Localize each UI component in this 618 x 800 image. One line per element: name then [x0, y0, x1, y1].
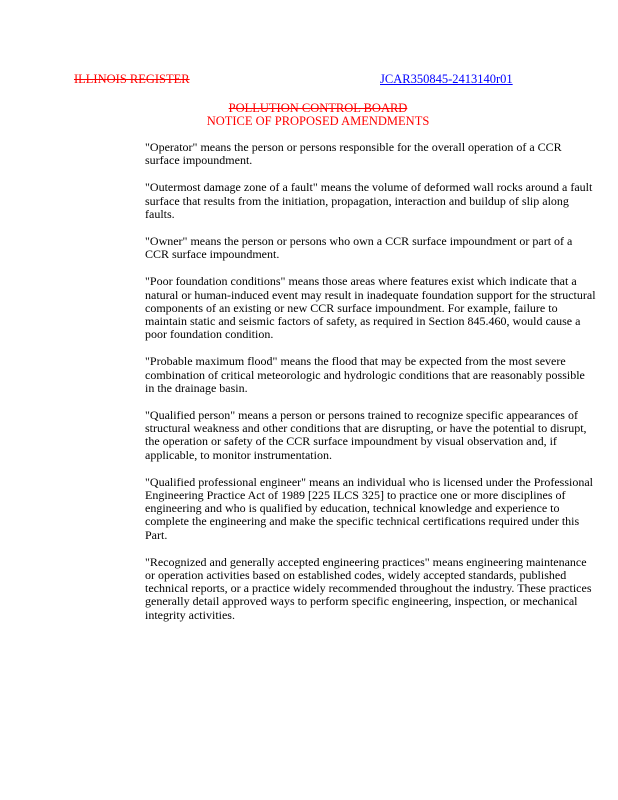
- definition-poor-foundation-conditions: "Poor foundation conditions" means those areas where features exist which indicate that a natural or human-induced event may result in inadequate foundation support for the structural components of an existing or new CCR surface impoundment. For example, failure to maintain static and seismic factors of safety, as required in Section 845.460, would cause a poor foundation condition.: [145, 274, 596, 342]
- notice-title: NOTICE OF PROPOSED AMENDMENTS: [206, 114, 430, 128]
- definition-owner: "Owner" means the person or persons who own a CCR surface impoundment or part of a CCR surface impoundment.: [145, 234, 573, 262]
- definition-probable-maximum-flood: "Probable maximum flood" means the flood that may be expected from the most severe combination of critical meteorologic and hydrologic conditions that are reasonably possible in the drainage basin.: [145, 354, 585, 395]
- document-code-link[interactable]: JCAR350845-2413140r01: [380, 72, 513, 86]
- definition-qualified-person: "Qualified person" means a person or persons trained to recognize specific appearances of structural weakness and other conditions that are disrupting, or have the potential to disrupt, the operation or safety of the CCR surface impoundment by visual observation and, if applicable, to monitor instrumentation.: [145, 408, 587, 462]
- definition-operator: "Operator" means the person or persons responsible for the overall operation of a CCR surface impoundment.: [145, 140, 562, 168]
- board-title: POLLUTION CONTROL BOARD: [228, 101, 408, 115]
- register-header: ILLINOIS REGISTER: [74, 72, 190, 86]
- definition-qualified-professional-engineer: "Qualified professional engineer" means an individual who is licensed under the Professional Engineering Practice Act of 1989 [225 ILCS 325] to practice one or more disciplines of engineering and who is qualified by education, technical knowledge and experience to complete the engineering and make the specific technical certifications required under this Part.: [145, 474, 594, 542]
- definition-outermost-damage-zone: "Outermost damage zone of a fault" means the volume of deformed wall rocks around a fault surface that results from the initiation, propagation, interaction and buildup of slip along faults.: [145, 180, 593, 221]
- definition-recognized-engineering-practices: "Recognized and generally accepted engineering practices" means engineering maintenance or operation activities based on established codes, widely accepted standards, published technical reports, or a practice widely recommended throughout the industry. These practices generally detail approved ways to perform specific engineering, inspection, or mechanical integrity activities.: [145, 554, 592, 622]
- definitions-list: [145, 141, 597, 636]
